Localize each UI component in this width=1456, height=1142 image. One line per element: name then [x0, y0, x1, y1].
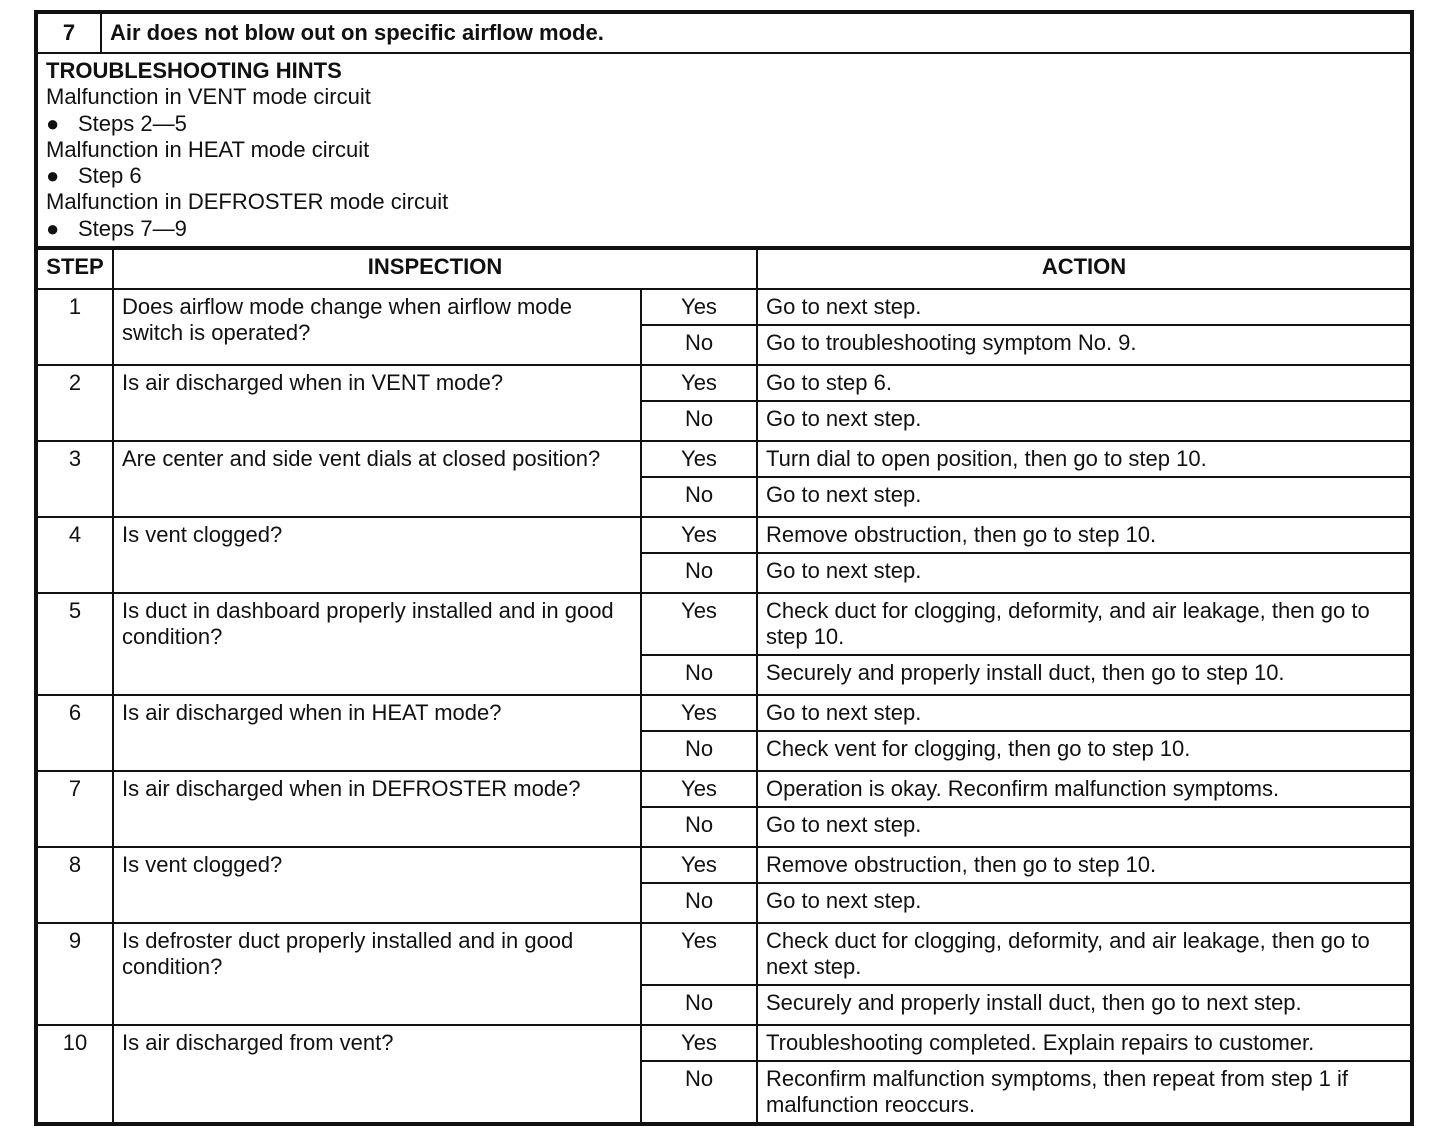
hint-bullet-item [46, 111, 1402, 137]
yes-label: Yes [641, 695, 757, 731]
hint-bullet-text: Step 6 [78, 163, 142, 189]
table-row [37, 1025, 1411, 1061]
no-action: Securely and properly install duct, then go to step 10. [757, 655, 1411, 695]
yes-label: Yes [641, 365, 757, 401]
inspection-text: Is vent clogged? [113, 847, 641, 923]
no-label: No [641, 655, 757, 695]
step-number: 6 [37, 695, 113, 771]
no-action: Go to troubleshooting symptom No. 9. [757, 325, 1411, 365]
steps-body [37, 289, 1411, 1123]
troubleshooting-sheet [34, 10, 1414, 1126]
step-number: 7 [37, 771, 113, 847]
step-number: 3 [37, 441, 113, 517]
bullet-icon: ● [46, 163, 60, 189]
inspection-text: Is air discharged when in HEAT mode? [113, 695, 641, 771]
yes-label: Yes [641, 593, 757, 655]
hints-list [46, 84, 1402, 242]
no-action: Go to next step. [757, 883, 1411, 923]
no-label: No [641, 477, 757, 517]
yes-label: Yes [641, 517, 757, 553]
column-header-inspection: INSPECTION [113, 249, 757, 289]
step-number: 10 [37, 1025, 113, 1123]
step-number: 9 [37, 923, 113, 1025]
hint-bullet-text: Steps 7—9 [78, 215, 187, 241]
step-number: 8 [37, 847, 113, 923]
hint-line: Malfunction in DEFROSTER mode circuit [46, 189, 449, 215]
yes-label: Yes [641, 441, 757, 477]
no-label: No [641, 1061, 757, 1123]
yes-action: Operation is okay. Reconfirm malfunction symptoms. [757, 771, 1411, 807]
hint-bullet-text: Steps 2—5 [78, 110, 187, 136]
table-row [37, 365, 1411, 401]
yes-action: Remove obstruction, then go to step 10. [757, 847, 1411, 883]
title-table [36, 12, 1412, 248]
symptom-number: 7 [37, 13, 101, 53]
inspection-text: Is vent clogged? [113, 517, 641, 593]
yes-action: Remove obstruction, then go to step 10. [757, 517, 1411, 553]
yes-label: Yes [641, 1025, 757, 1061]
inspection-text: Is duct in dashboard properly installed and in good condition? [113, 593, 641, 695]
yes-action: Go to next step. [757, 289, 1411, 325]
table-row [37, 289, 1411, 325]
column-header-step: STEP [37, 249, 113, 289]
no-action: Go to next step. [757, 553, 1411, 593]
hints-heading: TROUBLESHOOTING HINTS [46, 58, 342, 83]
hint-bullet-item [46, 216, 1402, 242]
hint-line: Malfunction in VENT mode circuit [46, 84, 371, 110]
inspection-text: Are center and side vent dials at closed position? [113, 441, 641, 517]
no-label: No [641, 401, 757, 441]
yes-action: Troubleshooting completed. Explain repairs to customer. [757, 1025, 1411, 1061]
inspection-text: Is air discharged when in VENT mode? [113, 365, 641, 441]
no-action: Go to next step. [757, 807, 1411, 847]
yes-label: Yes [641, 923, 757, 985]
bullet-icon: ● [46, 215, 60, 241]
hint-line: Malfunction in HEAT mode circuit [46, 136, 370, 162]
table-row [37, 695, 1411, 731]
no-action: Check vent for clogging, then go to step 10. [757, 731, 1411, 771]
no-action: Go to next step. [757, 477, 1411, 517]
step-number: 2 [37, 365, 113, 441]
yes-label: Yes [641, 771, 757, 807]
inspection-text: Is defroster duct properly installed and in good condition? [113, 923, 641, 1025]
no-label: No [641, 985, 757, 1025]
symptom-title: Air does not blow out on specific airflow mode. [101, 13, 1411, 53]
table-row [37, 771, 1411, 807]
no-label: No [641, 807, 757, 847]
yes-action: Go to next step. [757, 695, 1411, 731]
step-number: 1 [37, 289, 113, 365]
yes-label: Yes [641, 289, 757, 325]
no-label: No [641, 325, 757, 365]
table-row [37, 923, 1411, 985]
table-row [37, 593, 1411, 655]
yes-action: Go to step 6. [757, 365, 1411, 401]
step-number: 4 [37, 517, 113, 593]
yes-action: Check duct for clogging, deformity, and air leakage, then go to next step. [757, 923, 1411, 985]
steps-table [36, 248, 1412, 1124]
no-label: No [641, 883, 757, 923]
inspection-text: Is air discharged when in DEFROSTER mode? [113, 771, 641, 847]
step-number: 5 [37, 593, 113, 695]
bullet-icon: ● [46, 110, 60, 136]
column-header-action: ACTION [757, 249, 1411, 289]
table-row [37, 847, 1411, 883]
inspection-text: Is air discharged from vent? [113, 1025, 641, 1123]
inspection-text: Does airflow mode change when airflow mode switch is operated? [113, 289, 641, 365]
hint-bullet-item [46, 163, 1402, 189]
yes-label: Yes [641, 847, 757, 883]
yes-action: Check duct for clogging, deformity, and air leakage, then go to step 10. [757, 593, 1411, 655]
troubleshooting-hints [37, 53, 1411, 247]
yes-action: Turn dial to open position, then go to step 10. [757, 441, 1411, 477]
table-row [37, 517, 1411, 553]
no-action: Go to next step. [757, 401, 1411, 441]
no-label: No [641, 731, 757, 771]
no-label: No [641, 553, 757, 593]
no-action: Securely and properly install duct, then go to next step. [757, 985, 1411, 1025]
no-action: Reconfirm malfunction symptoms, then repeat from step 1 if malfunction reoccurs. [757, 1061, 1411, 1123]
table-row [37, 441, 1411, 477]
